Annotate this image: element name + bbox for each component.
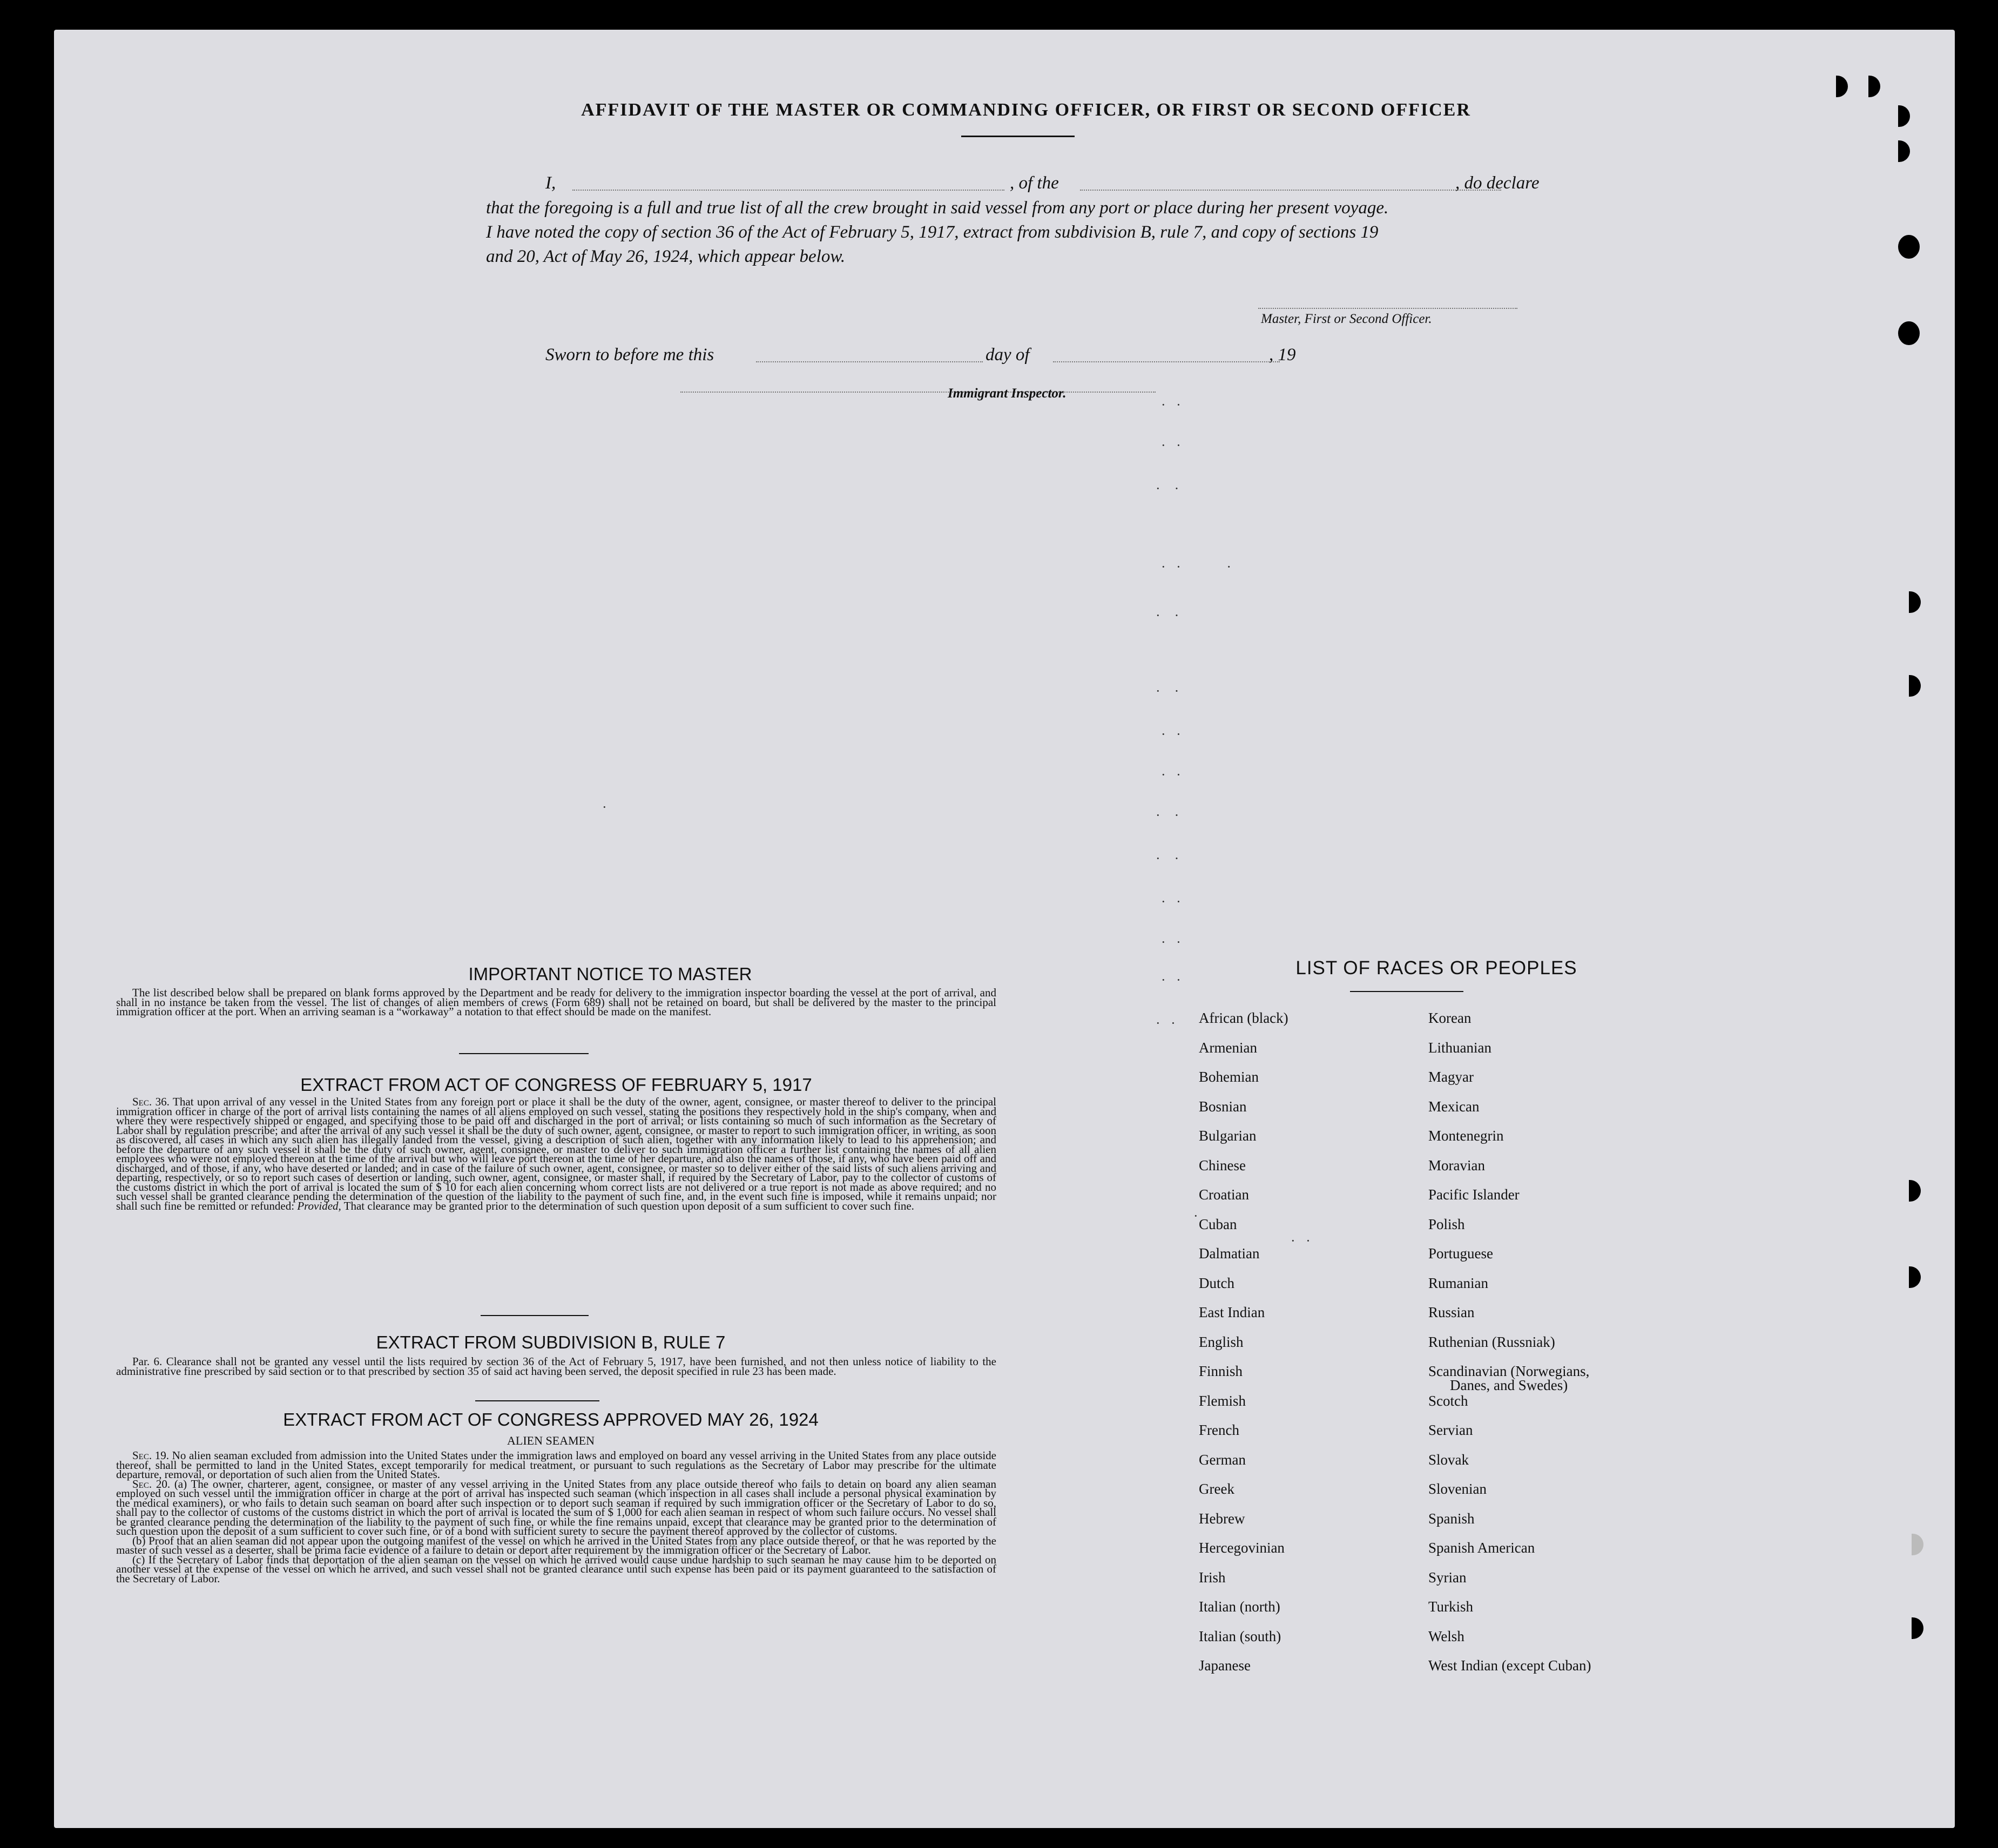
section-text: That upon arrival of any vessel in the United States from any foreign port or place it shall be the duty of the owner, agent, consignee, or master thereof to deliver to the principal immigration officer in charge of the port of arrival lists containing the names of all aliens employed on such vessel, stating the positions they respectively hold in the ship's company, when and where they were respectively shipped or engaged, and specifying those to be paid off and discharged in the port of arrival; or lists containing so much of such information as the Secretary of Labor shall by regulation prescribe; and after the arrival of any such vessel it shall be the duty of such owner, agent, consignee, or master to report to such immigration officer, in writing, as soon as discovered, all cases in which any such alien has illegally landed from the vessel, giving a description of such alien, together with any information likely to lead to his apprehension; and before the departure of any such vessel it shall be the duty of such owner, agent, consignee, or master to deliver to such immigration officer a further list containing the names of all alien employees who were not employed thereon at the time of the arrival but who will leave port thereon at the time of her departure, and also the names of those, if any, who have been paid off and discharged, and of those, if any, who have deserted or landed; and in case of the failure of such owner, agent, consignee, or master so to deliver either of the said lists of such aliens arriving and departing, respectively, or so to report such cases of desertion or landing, such owner, agent, consignee, or master shall, if required by the Secretary of Labor, pay to the collector of customs of the customs district in which the port of arrival is located the sum of $ 10 for each alien concerning whom correct lists are not delivered or a true report is not made as above required; and no such vessel shall be granted clearance pending the determination of the question of the liability to the payment of such fine, and, in the event such fine is imposed, while it remains unpaid; nor shall such fine be remitted or refunded: xyxy=(116,1095,996,1212)
race-item: Flemish xyxy=(1199,1392,1246,1409)
race-item: Bosnian xyxy=(1199,1098,1247,1115)
race-item: Rumanian xyxy=(1428,1274,1488,1291)
race-item: Russian xyxy=(1428,1304,1475,1320)
race-item: Pacific Islander xyxy=(1428,1186,1520,1203)
vessel-field[interactable] xyxy=(1080,171,1501,191)
race-item: German xyxy=(1199,1451,1246,1468)
races-rule xyxy=(1350,991,1463,992)
race-item: Lithuanian xyxy=(1428,1039,1491,1056)
race-item: Japanese xyxy=(1199,1657,1251,1674)
race-item: Spanish American xyxy=(1428,1540,1535,1556)
stray-dots: · · · xyxy=(1161,559,1231,575)
notice-text xyxy=(116,988,996,1017)
affiant-name-field[interactable] xyxy=(572,171,1004,191)
alien-seamen-subtitle: ALIEN SEAMEN xyxy=(507,1434,595,1447)
race-item: Moravian xyxy=(1428,1157,1485,1173)
rule7-title: EXTRACT FROM SUBDIVISION B, RULE 7 xyxy=(376,1332,726,1352)
sec19-text: No alien seaman excluded from admission into the United States under the immigration laws and employed on board any vessel arriving in the United States from any place outside thereof, shall be permitted to land in the United States, except temporarily for medical treatment, or pursuant to such regulations as the Secretary of Labor may prescribe for the ultimate departure, removal, or deportation of such alien from the United States. xyxy=(116,1449,996,1481)
section-text-end: That clearance may be granted prior to the determination of such question upon deposit of a sum sufficient to cover such fine. xyxy=(343,1199,914,1212)
stray-dots: · · xyxy=(1161,437,1181,453)
race-item: French xyxy=(1199,1422,1239,1438)
race-item: Mexican xyxy=(1428,1098,1480,1115)
race-item: Spanish xyxy=(1428,1510,1475,1527)
affidavit-line-2: I have noted the copy of section 36 of the Act of February 5, 1917, extract from subdivision B, rule 7, and copy of sections 19 xyxy=(486,222,1379,242)
race-item: Bulgarian xyxy=(1199,1128,1257,1144)
race-item: Italian (north) xyxy=(1199,1599,1280,1615)
stray-dots: · · xyxy=(1156,1015,1176,1031)
race-item: Irish xyxy=(1199,1569,1226,1586)
race-item: Hebrew xyxy=(1199,1510,1245,1527)
of-the-label: , of the xyxy=(1010,173,1059,193)
stray-dots: · · xyxy=(1161,972,1181,988)
notice-paragraph: The list described below shall be prepared on blank forms approved by the Department and be ready for delivery to the immigration inspector boarding the vessel at the port of arrival, and shall in no instance be taken from the vessel. The list of changes of alien members of crews (Form 689) shall not be retained on board, but shall be delivered by the master to the principal immigration officer at the port. When an arriving seaman is a “workaway” a notation to that effect should be made on the manifest. xyxy=(116,986,996,1018)
race-item: Korean xyxy=(1428,1010,1472,1026)
race-item: Slovenian xyxy=(1428,1481,1487,1497)
stray-dots: · · xyxy=(1291,1233,1311,1249)
sec20c-text: (c) If the Secretary of Labor finds that deportation of the alien seaman on the vessel on which he arrived would cause undue hardship to such seaman he may cause him to be deported on another vessel at the expense of the vessel on which he arrived, and such vessel shall not be granted clearance until such expense has been paid or its payment guaranteed to the satisfaction of the Secretary of Labor. xyxy=(116,1553,996,1585)
stray-dots: · xyxy=(602,799,607,815)
race-item: Magyar xyxy=(1428,1069,1474,1085)
race-item: Syrian xyxy=(1428,1569,1467,1586)
sworn-day-field[interactable] xyxy=(756,343,983,362)
do-declare-label: , do declare xyxy=(1455,173,1540,193)
race-item: Greek xyxy=(1199,1481,1234,1497)
rule7-text xyxy=(116,1357,996,1376)
affidavit-line-1: that the foregoing is a full and true list of all the crew brought in said vessel from any port or place during her present voyage. xyxy=(486,198,1389,218)
section-rule xyxy=(475,1400,599,1401)
stray-dots: · xyxy=(1193,1208,1198,1224)
stray-dots: · · xyxy=(1156,608,1179,623)
extract-1917-title: EXTRACT FROM ACT OF CONGRESS OF FEBRUARY 5, 1917 xyxy=(300,1075,812,1095)
stray-dots: · · xyxy=(1156,683,1179,699)
sec20b-text: (b) Proof that an alien seaman did not appear upon the outgoing manifest of the vessel on which he arrived in the United States from any place outside thereof, or that he was reported by the master of such vessel as a deserter, shall be prima facie evidence of a failure to detain or deport after requirement by the immigration officer or the Secretary of Labor. xyxy=(116,1534,996,1556)
extract-1924-title: EXTRACT FROM ACT OF CONGRESS APPROVED MAY 26, 1924 xyxy=(283,1409,819,1429)
race-item: Slovak xyxy=(1428,1451,1469,1468)
affidavit-line-3: and 20, Act of May 26, 1924, which appear below. xyxy=(486,247,846,266)
section-label: Sec. 20. xyxy=(132,1477,171,1490)
master-signature-field[interactable] xyxy=(1258,297,1517,309)
race-item: African (black) xyxy=(1199,1010,1288,1026)
race-item-continuation: Danes, and Swedes) xyxy=(1450,1377,1568,1393)
race-item: East Indian xyxy=(1199,1304,1265,1320)
section-rule xyxy=(481,1315,589,1316)
extract-1917-text xyxy=(116,1097,996,1211)
race-item: Dalmatian xyxy=(1199,1245,1260,1262)
race-item: Ruthenian (Russniak) xyxy=(1428,1333,1555,1350)
section-label: Sec. 19. xyxy=(132,1449,169,1462)
race-item: Chinese xyxy=(1199,1157,1246,1173)
punch-hole xyxy=(1898,321,1920,345)
races-title: LIST OF RACES OR PEOPLES xyxy=(1295,957,1577,979)
race-item: Servian xyxy=(1428,1422,1473,1438)
punch-hole xyxy=(1898,235,1920,259)
stray-dots: · · xyxy=(1161,934,1181,950)
stray-dots: · · xyxy=(1161,726,1181,742)
form-sheet xyxy=(54,30,1955,1828)
rule7-paragraph: Par. 6. Clearance shall not be granted any vessel until the lists required by section 36 of the Act of February 5, 1917, have been furnished, and not then unless notice of liability to the administrative fine prescribed by said section or to that prescribed by section 35 of said act having been served, the deposit specified in rule 23 has been made. xyxy=(116,1355,996,1378)
notice-title: IMPORTANT NOTICE TO MASTER xyxy=(468,964,752,984)
sworn-label: Sworn to before me this xyxy=(545,345,714,365)
year-label: , 19 xyxy=(1269,345,1296,365)
race-item: Bohemian xyxy=(1199,1069,1259,1085)
section-rule xyxy=(459,1053,589,1054)
stray-dots: · · xyxy=(1161,894,1181,909)
stray-dots: · · xyxy=(1156,851,1179,866)
extract-1924-text xyxy=(116,1451,996,1583)
inspector-label: Immigrant Inspector. xyxy=(948,386,1066,401)
sec20a-text: (a) The owner, charterer, agent, consignee, or master of any vessel arriving in the United States from any place outside thereof who fails to detain on board any alien seaman employed on such vessel until the immigration officer in charge at the port of arrival has inspected such seaman (which inspection in all cases shall include a personal physical examination by the medical examiners), or who fails to detain such seaman on board after such inspection or to deport such seaman if required by such immigration officer or the Secretary of Labor to do so, shall pay to the collector of customs of the customs district in which the port of arrival is located the sum of $ 1,000 for each alien seaman in respect of whom such failure occurs. No vessel shall be granted clearance pending the determination of the liability to the payment of such fine, or while the fine remains unpaid, except that clearance may be granted prior to the determination of such question upon the deposit of a sum sufficient to cover such fine, or of a bond with sufficient surety to secure the payment thereof approved by the collector of customs. xyxy=(116,1477,997,1537)
race-item: Dutch xyxy=(1199,1274,1234,1291)
race-item: Montenegrin xyxy=(1428,1128,1504,1144)
race-item: Croatian xyxy=(1199,1186,1249,1203)
title-rule xyxy=(961,136,1075,137)
affiant-label: I, xyxy=(545,173,556,193)
section-label: Sec. 36. xyxy=(132,1095,170,1108)
race-item: Cuban xyxy=(1199,1216,1237,1232)
race-item: Polish xyxy=(1428,1216,1465,1232)
race-item: English xyxy=(1199,1333,1244,1350)
race-item: Scotch xyxy=(1428,1392,1468,1409)
sworn-month-field[interactable] xyxy=(1053,343,1280,362)
race-item: West Indian (except Cuban) xyxy=(1428,1657,1591,1674)
race-item: Armenian xyxy=(1199,1039,1257,1056)
race-item: Hercegovinian xyxy=(1199,1540,1285,1556)
affidavit-title: AFFIDAVIT OF THE MASTER OR COMMANDING OFFICER, OR FIRST OR SECOND OFFICER xyxy=(581,100,1471,120)
inspector-signature-field[interactable] xyxy=(680,381,1156,393)
stray-dots: · · xyxy=(1161,767,1181,783)
stray-dots: · · xyxy=(1161,397,1181,413)
day-of-label: day of xyxy=(986,345,1030,365)
race-item: Italian (south) xyxy=(1199,1628,1281,1644)
race-item: Portuguese xyxy=(1428,1245,1493,1262)
provided-label: Provided, xyxy=(297,1199,341,1212)
stray-dots: · · xyxy=(1156,481,1179,496)
race-item: Turkish xyxy=(1428,1599,1474,1615)
race-item: Welsh xyxy=(1428,1628,1464,1644)
stray-dots: · · xyxy=(1156,807,1179,823)
master-signature-label: Master, First or Second Officer. xyxy=(1261,312,1432,326)
race-item: Scandinavian (Norwegians, xyxy=(1428,1363,1590,1379)
race-item: Finnish xyxy=(1199,1363,1243,1379)
